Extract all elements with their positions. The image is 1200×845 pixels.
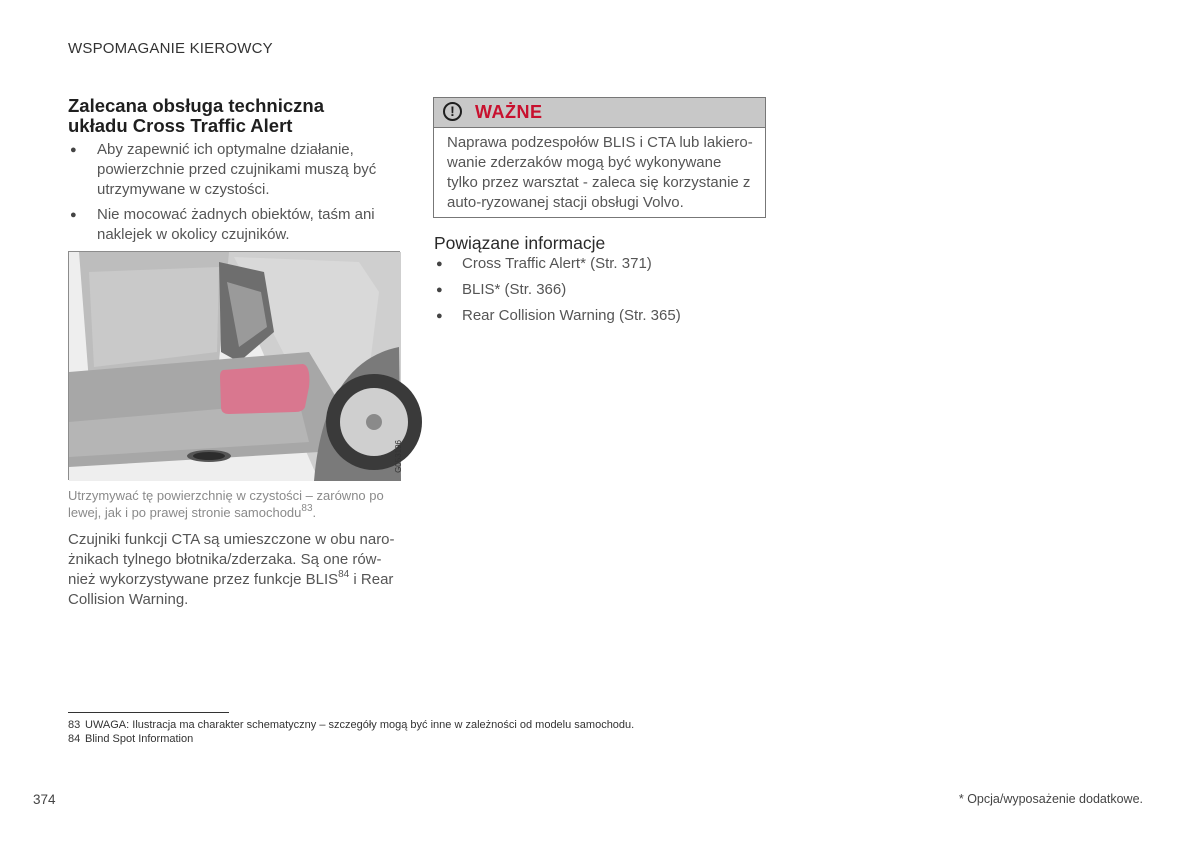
related-link-blis[interactable]: ● BLIS* (Str. 366) — [434, 280, 764, 300]
figure-code: G053196 — [394, 440, 403, 473]
body-paragraph — [68, 530, 398, 610]
warning-title: WAŻNE — [475, 102, 543, 122]
warning-box — [433, 97, 766, 218]
maintenance-list — [68, 140, 398, 250]
footnote-number: 84 — [68, 733, 81, 745]
warning-text: Naprawa podzespołów BLIS i CTA lub lakiero-wanie zderzaków mogą być wykonywane tylko przez warsztat - zaleca się korzystanie z auto-ryzowanej stacji obsługi Volvo. — [447, 134, 753, 211]
related-link-cross-traffic-alert[interactable]: ● Cross Traffic Alert* (Str. 371) — [434, 254, 764, 274]
footnote-text: UWAGA: Ilustracja ma charakter schematyczny – szczegóły mogą być inne w zależności od modelu samochodu. — [85, 719, 635, 731]
section-title-line-2: układu Cross Traffic Alert — [68, 115, 293, 136]
footnote-divider — [68, 712, 229, 713]
optional-equipment-note: * Opcja/wyposażenie dodatkowe. — [958, 792, 1143, 806]
chapter-header: WSPOMAGANIE KIEROWCY — [68, 40, 273, 57]
figure-caption: Utrzymywać tę powierzchnię w czystości – zarówno po lewej, jak i po prawej stronie samochodu$^{83}$. — [68, 488, 384, 520]
page-number: 374 — [33, 792, 56, 807]
exclamation-icon: ! — [443, 102, 462, 121]
maintenance-item: ● Nie mocować żadnych obiektów, taśm ani naklejek w okolicy czujników. — [68, 205, 398, 245]
related-info-title: Powiązane informacje — [434, 233, 606, 253]
footnote-83 — [68, 718, 634, 732]
body-paragraph-text: Czujniki funkcji CTA są umieszczone w obu naro-żnikach tylnego błotnika/zderzaka. Są one rów-nież wykorzystywane przez funkcje BLIS — [68, 531, 395, 588]
footnote-number: 83 — [68, 719, 81, 731]
footnote-ref-84: 84 — [338, 569, 350, 580]
warning-header — [434, 98, 765, 128]
section-title-line-1: Zalecana obsługa techniczna — [68, 95, 324, 116]
related-link-rear-collision-warning[interactable]: ● Rear Collision Warning (Str. 365) — [434, 306, 764, 326]
figure-caption-text: Utrzymywać tę powierzchnię w czystości – zarówno po lewej, jak i po prawej stronie samochodu — [68, 488, 384, 520]
car-rear-image — [69, 252, 401, 481]
related-info-list — [434, 254, 764, 332]
car-rear-illustration — [68, 251, 403, 480]
footnote-ref-83: 83 — [301, 502, 313, 514]
section-title — [68, 96, 398, 136]
sensor-area-highlight — [220, 364, 309, 414]
footnote-text: Blind Spot Information — [85, 733, 194, 745]
footnote-84 — [68, 732, 634, 746]
body-paragraph-end: i Rear Collision Warning. — [68, 571, 394, 608]
maintenance-item: ● Aby zapewnić ich optymalne działanie, powierzchnie przed czujnikami muszą być utrzymywane w czystości. — [68, 140, 398, 200]
footnotes — [68, 718, 634, 746]
